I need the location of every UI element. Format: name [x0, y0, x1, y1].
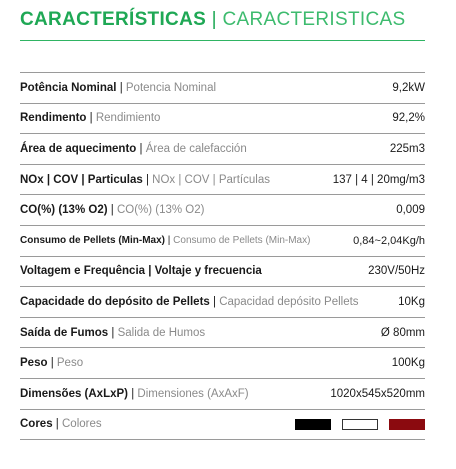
spec-label: Capacidade do depósito de Pellets | Capacidad depósito Pellets	[20, 295, 359, 308]
spec-label: Voltagem e Frequência | Voltaje y frecuencia	[20, 265, 262, 278]
color-swatches	[295, 419, 425, 430]
spec-value: 9,2kW	[392, 81, 425, 94]
color-swatch-white	[342, 419, 378, 430]
spec-row-potencia	[20, 73, 425, 104]
spec-row-consumo	[20, 226, 425, 257]
spec-label: Consumo de Pellets (Min-Max) | Consumo de Pellets (Min-Max)	[20, 235, 311, 247]
spec-row-co	[20, 195, 425, 226]
spec-row-emissions	[20, 165, 425, 196]
spec-value: 1020x545x520mm	[330, 387, 425, 400]
spec-row-rendimento	[20, 104, 425, 135]
spec-row-fumos	[20, 318, 425, 349]
page-title	[20, 6, 425, 32]
spec-value: Ø 80mm	[380, 326, 425, 339]
spec-value: 225m3	[389, 142, 425, 155]
spec-row-dimensoes	[20, 379, 425, 410]
spec-row-deposito	[20, 287, 425, 318]
specs-table	[20, 72, 425, 440]
title-es: CARACTERISTICAS	[222, 9, 406, 30]
title-pt: CARACTERÍSTICAS	[20, 9, 207, 30]
spec-label: Saída de Fumos | Salida de Humos	[20, 326, 206, 339]
spec-value: 100Kg	[391, 357, 425, 370]
color-swatch-black	[295, 419, 331, 430]
spec-label: Rendimento | Rendimiento	[20, 112, 161, 125]
color-swatch-burgundy	[389, 419, 425, 430]
spec-label: NOx | COV | Particulas | NOx | COV | Partículas	[20, 173, 270, 186]
spec-row-area	[20, 134, 425, 165]
title-separator: |	[211, 9, 217, 30]
spec-value: 230V/50Hz	[368, 265, 425, 278]
spec-row-cores	[20, 410, 425, 441]
header	[20, 6, 425, 41]
spec-value: 10Kg	[398, 295, 425, 308]
spec-value: 137 | 4 | 20mg/m3	[332, 173, 425, 186]
spec-value: 0,84~2,04Kg/h	[353, 234, 425, 247]
spec-row-voltagem	[20, 257, 425, 288]
spec-row-peso	[20, 348, 425, 379]
spec-value: 0,009	[396, 204, 425, 217]
spec-label: Peso | Peso	[20, 357, 84, 370]
spec-value: 92,2%	[392, 112, 425, 125]
spec-label: Dimensões (AxLxP) | Dimensiones (AxAxF)	[20, 387, 249, 400]
spec-label: CO(%) (13% O2) | CO(%) (13% O2)	[20, 204, 205, 217]
spec-label: Cores | Colores	[20, 418, 102, 431]
spec-label: Área de aquecimento | Área de calefacción	[20, 142, 247, 155]
spec-label: Potência Nominal | Potencia Nominal	[20, 81, 217, 94]
